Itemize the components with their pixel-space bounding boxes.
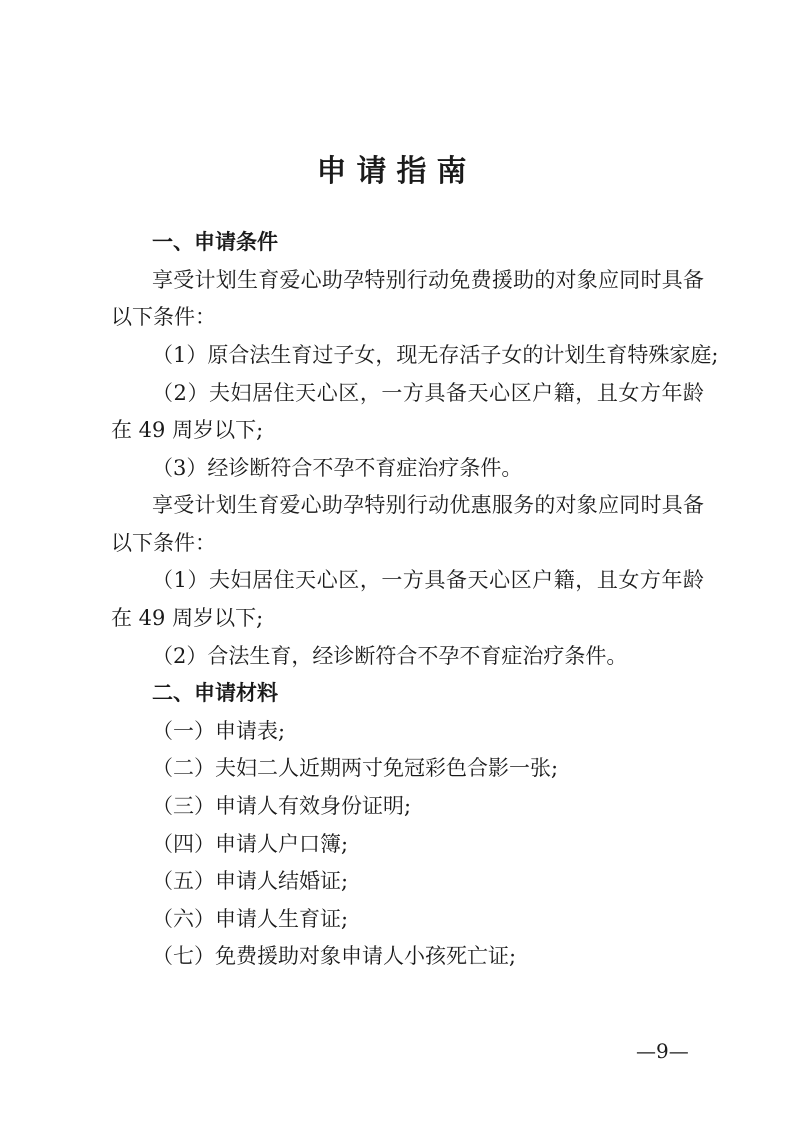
material-item-6: （六）申请人生育证; bbox=[152, 907, 349, 931]
material-item-5: （五）申请人结婚证; bbox=[152, 869, 349, 893]
discount-item-2: （2）合法生育，经诊断符合不孕不育症治疗条件。 bbox=[152, 644, 628, 668]
page-title: 申请指南 bbox=[316, 154, 477, 189]
paragraph-discount-line1: 享受计划生育爱心助孕特别行动优惠服务的对象应同时具备 bbox=[152, 493, 704, 517]
material-item-3: （三）申请人有效身份证明; bbox=[152, 794, 412, 818]
material-item-4: （四）申请人户口簿; bbox=[152, 832, 349, 856]
discount-item-1-line1: （1）夫妇居住天心区，一方具备天心区户籍，且女方年龄 bbox=[152, 568, 704, 592]
material-item-2: （二）夫妇二人近期两寸免冠彩色合影一张; bbox=[152, 756, 559, 780]
section-heading-conditions: 一、申请条件 bbox=[152, 230, 278, 254]
material-item-7: （七）免费援助对象申请人小孩死亡证; bbox=[152, 944, 517, 968]
condition-item-2-line1: （2）夫妇居住天心区，一方具备天心区户籍，且女方年龄 bbox=[152, 381, 704, 405]
condition-item-1: （1）原合法生育过子女，现无存活子女的计划生育特殊家庭; bbox=[152, 343, 719, 367]
paragraph-free-aid-line1: 享受计划生育爱心助孕特别行动免费援助的对象应同时具备 bbox=[152, 268, 704, 292]
condition-item-2-line2: 在 49 周岁以下; bbox=[111, 418, 264, 442]
discount-item-1-line2: 在 49 周岁以下; bbox=[111, 606, 264, 630]
material-item-1: （一）申请表; bbox=[152, 719, 286, 743]
section-heading-materials: 二、申请材料 bbox=[152, 681, 278, 705]
page-number: —9— bbox=[636, 1039, 689, 1063]
paragraph-free-aid-line2: 以下条件： bbox=[111, 305, 216, 329]
condition-item-3: （3）经诊断符合不孕不育症治疗条件。 bbox=[152, 456, 523, 480]
paragraph-discount-line2: 以下条件： bbox=[111, 531, 216, 555]
